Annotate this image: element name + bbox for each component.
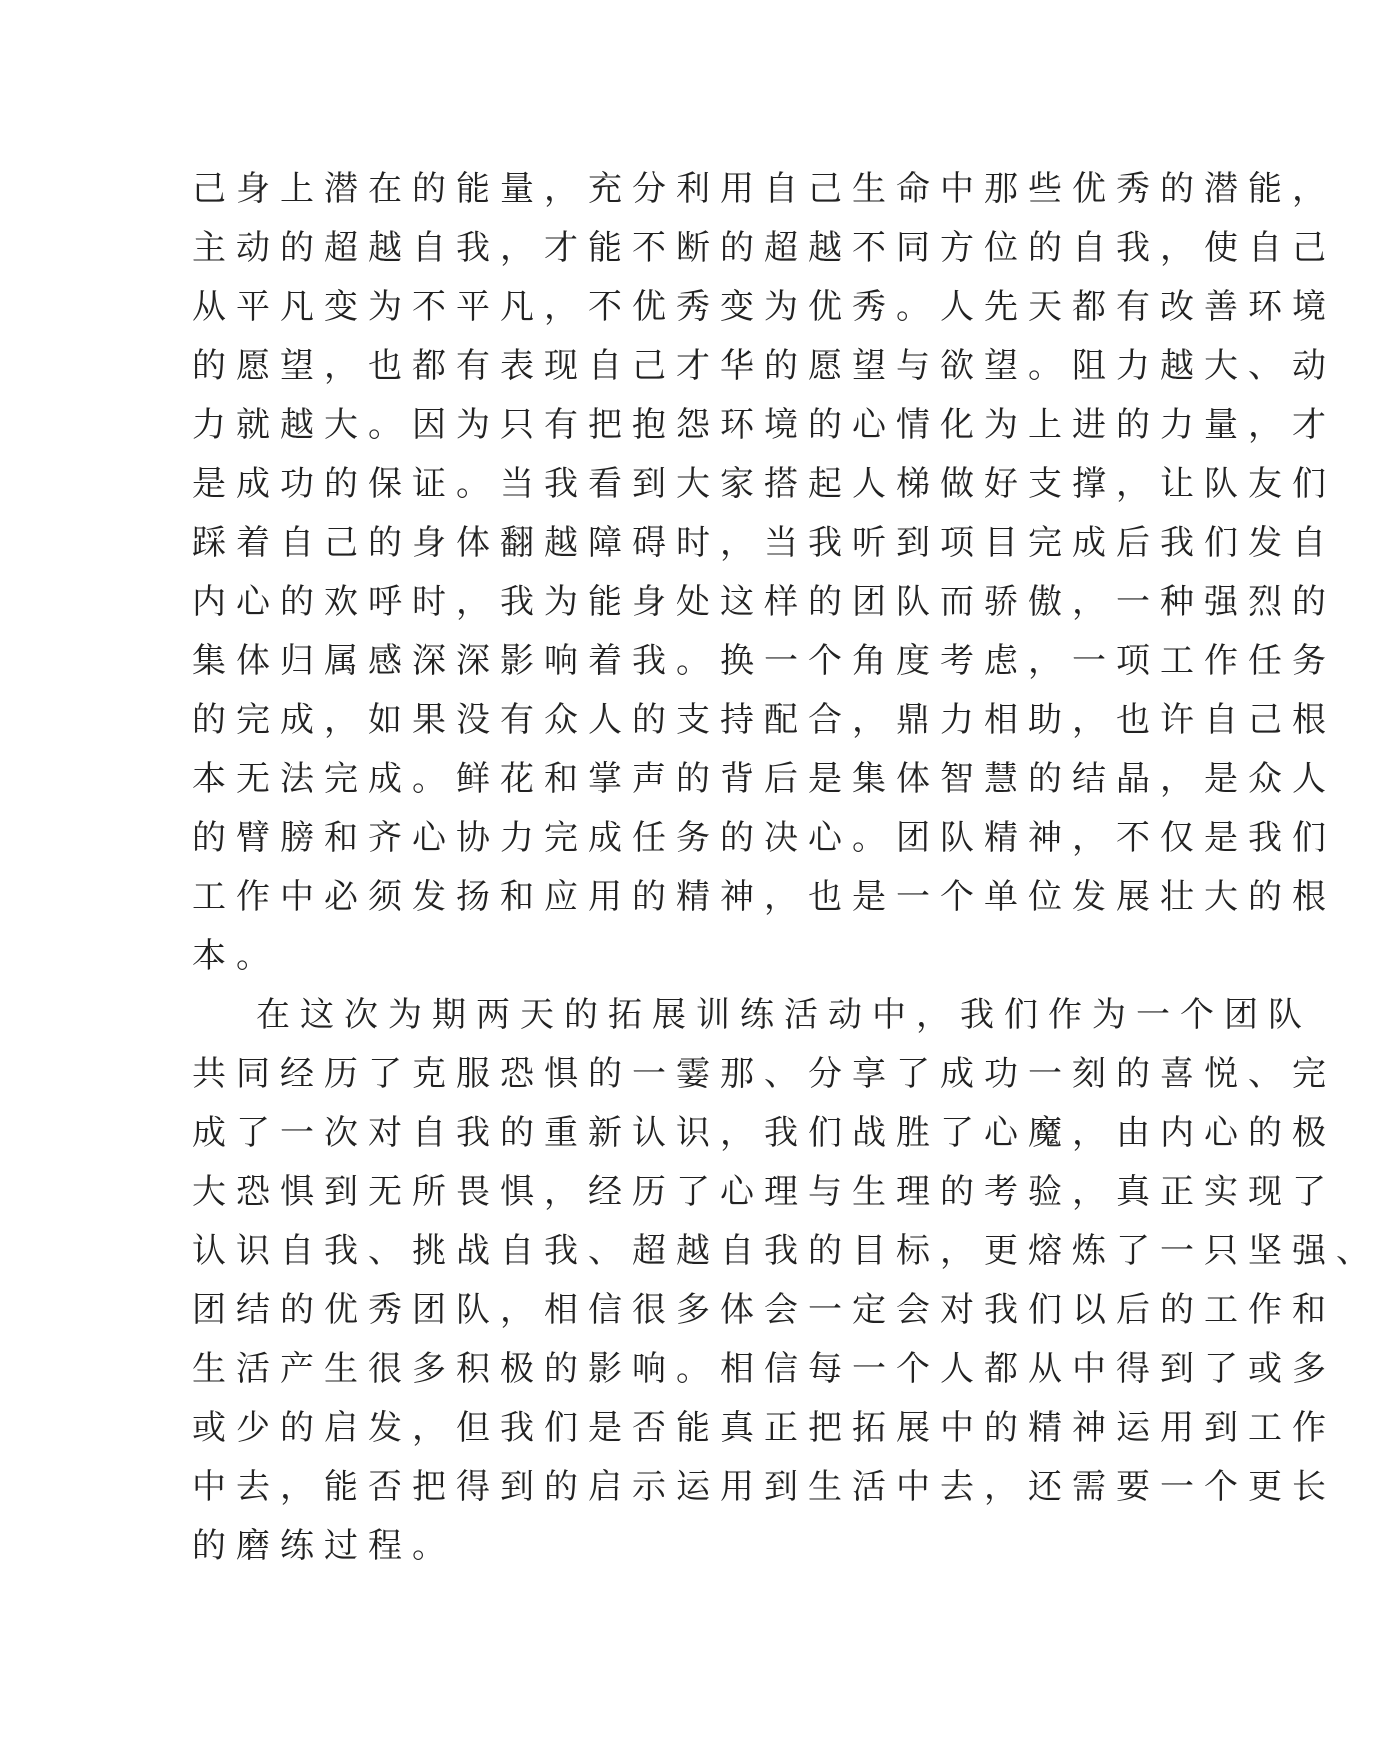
- text-line: 本无法完成。鲜花和掌声的背后是集体智慧的结晶，是众人: [192, 759, 1336, 799]
- text-line: 的完成，如果没有众人的支持配合，鼎力相助，也许自己根: [192, 700, 1336, 740]
- paragraph-2: [192, 986, 1380, 1576]
- text-line: 从平凡变为不平凡，不优秀变为优秀。人先天都有改善环境: [192, 287, 1336, 327]
- text-line: 的磨练过程。: [192, 1526, 456, 1566]
- paragraph-1: [192, 160, 1336, 986]
- text-line: 或少的启发，但我们是否能真正把拓展中的精神运用到工作: [192, 1408, 1336, 1448]
- text-line: 的愿望，也都有表现自己才华的愿望与欲望。阻力越大、动: [192, 346, 1336, 386]
- text-line: 是成功的保证。当我看到大家搭起人梯做好支撑，让队友们: [192, 464, 1336, 504]
- text-line: 成了一次对自我的重新认识，我们战胜了心魔，由内心的极: [192, 1113, 1336, 1153]
- text-line: 主动的超越自我，才能不断的超越不同方位的自我，使自己: [192, 228, 1336, 268]
- text-line: 力就越大。因为只有把抱怨环境的心情化为上进的力量，才: [192, 405, 1336, 445]
- text-line: 共同经历了克服恐惧的一霎那、分享了成功一刻的喜悦、完: [192, 1054, 1336, 1094]
- text-line: 大恐惧到无所畏惧，经历了心理与生理的考验，真正实现了: [192, 1172, 1336, 1212]
- text-line: 己身上潜在的能量，充分利用自己生命中那些优秀的潜能，: [192, 169, 1336, 209]
- text-line: 的臂膀和齐心协力完成任务的决心。团队精神，不仅是我们: [192, 818, 1336, 858]
- text-line: 踩着自己的身体翻越障碍时，当我听到项目完成后我们发自: [192, 523, 1336, 563]
- text-line: 团结的优秀团队，相信很多体会一定会对我们以后的工作和: [192, 1290, 1336, 1330]
- text-line: 内心的欢呼时，我为能身处这样的团队而骄傲，一种强烈的: [192, 582, 1336, 622]
- text-line: 认识自我、挑战自我、超越自我的目标，更熔炼了一只坚强、: [192, 1231, 1380, 1271]
- document-body: [192, 160, 1380, 1576]
- text-line: 本。: [192, 936, 280, 976]
- text-line: 在这次为期两天的拓展训练活动中，我们作为一个团队: [256, 995, 1312, 1035]
- text-line: 中去，能否把得到的启示运用到生活中去，还需要一个更长: [192, 1467, 1336, 1507]
- text-line: 生活产生很多积极的影响。相信每一个人都从中得到了或多: [192, 1349, 1336, 1389]
- text-line: 工作中必须发扬和应用的精神，也是一个单位发展壮大的根: [192, 877, 1336, 917]
- text-line: 集体归属感深深影响着我。换一个角度考虑，一项工作任务: [192, 641, 1336, 681]
